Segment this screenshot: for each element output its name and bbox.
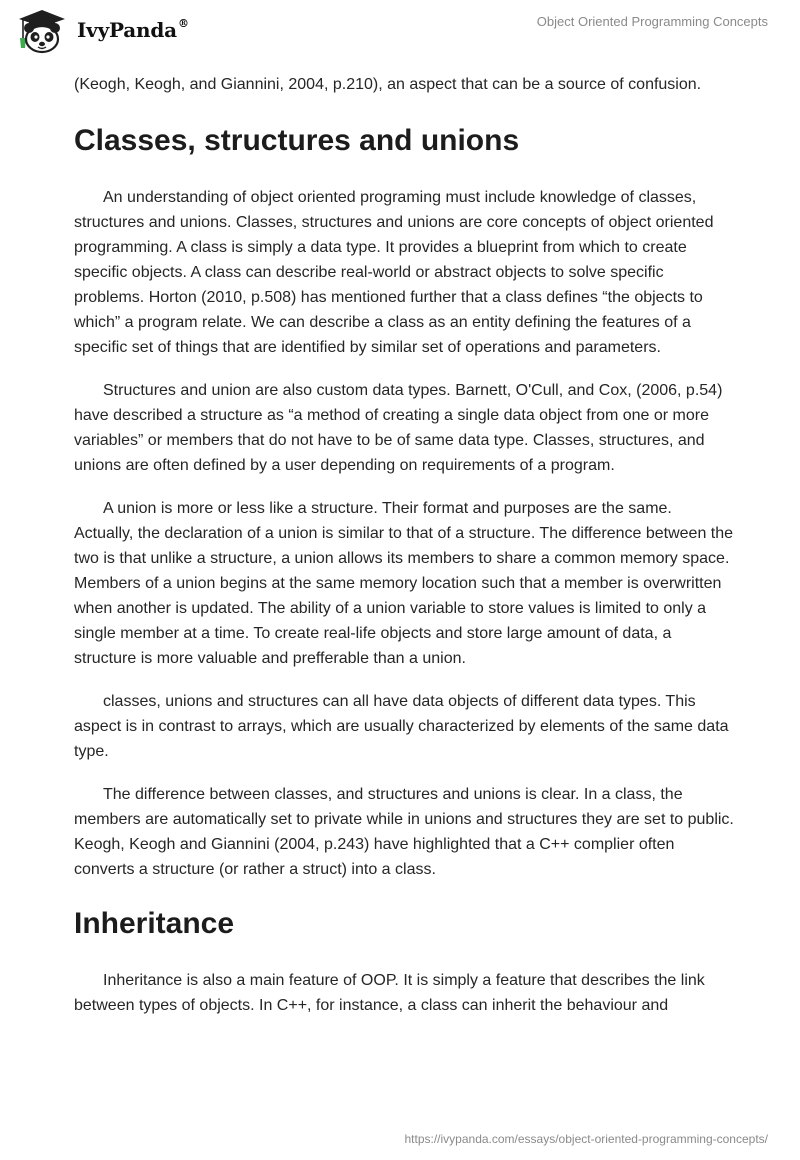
body-paragraph: Structures and union are also custom data types. Barnett, O'Cull, and Cox, (2006, p.54) have described a structure as “a method of creating a single data object from one or more variables” or members that do not have to be of same data type. Classes, structures, and unions are often defined by a user depending on requirements of a program. (74, 382, 723, 474)
ivypanda-logo-link[interactable] (15, 8, 235, 54)
brand-name-text: IvyPanda (77, 18, 177, 42)
body-paragraph: classes, unions and structures can all have data objects of different data types. This aspect is in contrast to arrays, which are usually characterized by elements of the same data type. (74, 693, 729, 760)
section-heading-classes: Classes, structures and unions (74, 124, 520, 157)
essay-body (74, 72, 734, 1018)
source-url: https://ivypanda.com/essays/object-oriented-programming-concepts/ (404, 1132, 768, 1146)
page-header (0, 0, 800, 62)
body-paragraph: Inheritance is also a main feature of OOP. It is simply a feature that describes the link between types of objects. In C++, for instance, a class can inherit the behaviour and (74, 972, 705, 1014)
body-paragraph: A union is more or less like a structure. Their format and purposes are the same. Actually, the declaration of a union is similar to that of a structure. The difference between the two is that unlike a structure, a union allows its members to share a common memory space. Members of a union begins at the same memory location such that a member is overwritten when another is updated. The ability of a union variable to store values is limited to only a single member at a time. To create real-life objects and store large amount of data, a structure is more valuable and prefferable than a union. (74, 500, 734, 667)
panda-graduate-icon (15, 8, 71, 54)
document-title: Object Oriented Programming Concepts (536, 14, 768, 29)
registered-mark: ® (177, 17, 189, 31)
body-paragraph: The difference between classes, and structures and unions is clear. In a class, the members are automatically set to private while in unions and structures they are set to public. Keogh, Keogh and Giannini (2004, p.243) have highlighted that a C++ complier often converts a structure (or rather a struct) into a class. (74, 786, 734, 878)
body-paragraph: An understanding of object oriented programing must include knowledge of classes, structures and unions. Classes, structures and unions are core concepts of object oriented programming. A class is simply a data type. It provides a blueprint from which to create specific objects. A class can describe real-world or abstract objects to solve specific problems. Horton (2010, p.508) has mentioned further that a class defines “the objects to which” a program relate. We can describe a class as an entity defining the features of a specific set of things that are identified by similar set of operations and parameters. (74, 189, 714, 356)
brand-name (77, 18, 189, 42)
intro-continuation-paragraph: (Keogh, Keogh, and Giannini, 2004, p.210), an aspect that can be a source of confusion. (74, 76, 702, 93)
section-heading-inheritance: Inheritance (74, 907, 235, 940)
